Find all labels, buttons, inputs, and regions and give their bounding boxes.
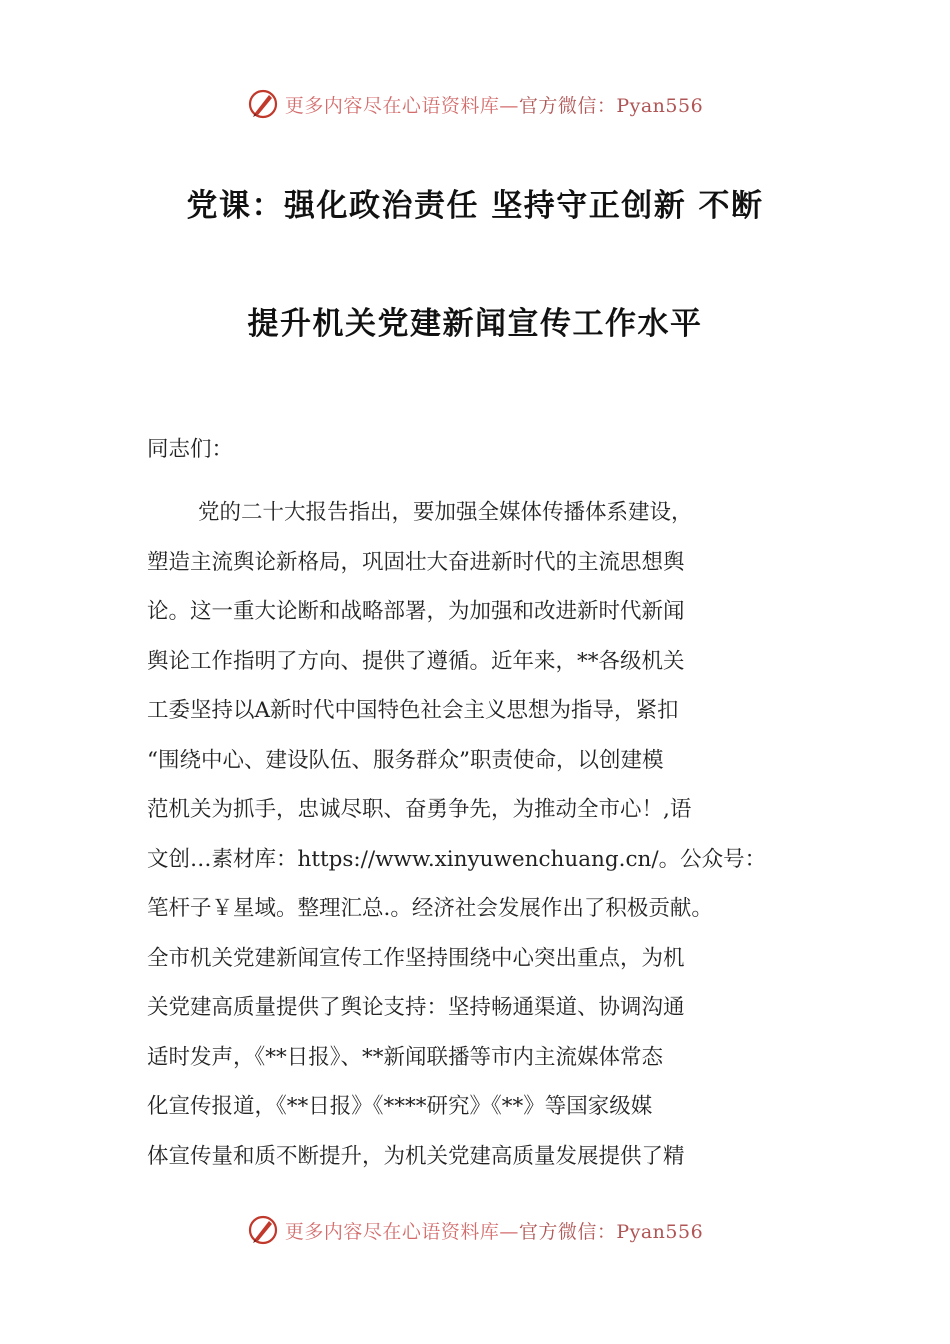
body-line: 体宣传量和质不断提升，为机关党建高质量发展提供了精: [147, 1143, 685, 1169]
body-line: 党的二十大报告指出，要加强全媒体传播体系建设，: [198, 500, 693, 525]
body-line: 化宣传报道，《**日报》《****研究》《**》等国家级媒: [147, 1094, 653, 1119]
banner-text: [285, 91, 703, 118]
banner-text: [285, 1217, 703, 1244]
banner-wechat-text: 官方微信：Pyan556: [518, 94, 704, 117]
body-line: 范机关为抓手，忠诚尽职、奋勇争先，为推动全市心！,语: [147, 797, 692, 822]
body-line: 工委坚持以A新时代中国特色社会主义思想为指导，紧扣: [147, 698, 679, 723]
body-line: 笔杆子￥星域。整理汇总.。经济社会发展作出了积极贡献。: [147, 896, 713, 921]
footer-banner: [0, 1210, 950, 1250]
body-line: “围绕中心、建设队伍、服务群众”职责使命，以创建模: [147, 747, 664, 773]
header-banner: [0, 84, 950, 124]
banner-main-text: 更多内容尽在心语资料库—: [284, 1220, 519, 1243]
body-line: 适时发声，《**日报》、**新闻联播等市内主流媒体常态: [147, 1044, 664, 1070]
banner-main-text: 更多内容尽在心语资料库—: [284, 94, 519, 117]
body-line: 论。这一重大论断和战略部署，为加强和改进新时代新闻: [147, 599, 685, 624]
salutation: 同志们：: [147, 437, 234, 462]
banner-wechat-text: 官方微信：Pyan556: [518, 1220, 704, 1243]
body-line: 塑造主流舆论新格局，巩固壮大奋进新时代的主流思想舆: [147, 549, 685, 575]
body-line: 全市机关党建新闻宣传工作坚持围绕中心突出重点，为机: [147, 945, 685, 971]
quill-logo-icon: [247, 88, 279, 120]
document-title-line-1: 党课：强化政治责任 坚持守正创新 不断: [186, 188, 764, 224]
body-line: 关党建高质量提供了舆论支持：坚持畅通渠道、协调沟通: [147, 995, 685, 1020]
document-title-line-2: 提升机关党建新闻宣传工作水平: [247, 306, 703, 342]
document-body: [147, 428, 807, 1181]
body-line: 舆论工作指明了方向、提供了遵循。近年来，**各级机关: [147, 648, 685, 674]
quill-logo-icon: [247, 1214, 279, 1246]
body-line: 文创…素材库：https://www.xinyuwenchuang.cn/。公众号：: [147, 846, 767, 872]
